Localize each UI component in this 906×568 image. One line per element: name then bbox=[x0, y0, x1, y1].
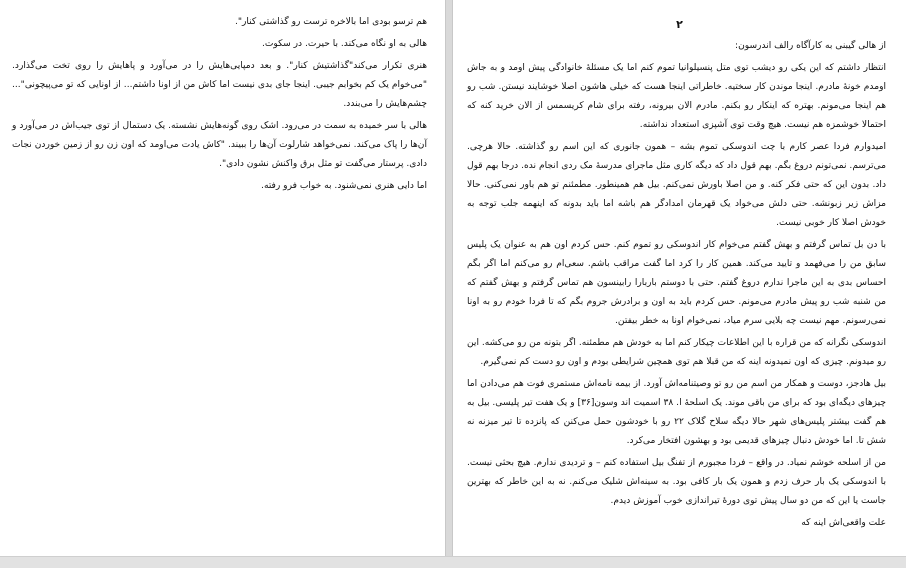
paragraph: از هالی گیبنی به کارآگاه رالف اندرسون: bbox=[735, 41, 886, 51]
right-page-text bbox=[467, 37, 886, 536]
right-page bbox=[452, 0, 906, 556]
paragraph: اندوسکی نگرانه که من قراره با این اطلاعات چیکار کنم اما به خودش هم مطمئنه. اگر بتونه من رو می‌کشه. این رو میدونم. چیزی که اون نمیدونه اینه که من قبلا هم توی همچین شرایطی بودم و اون رو دست کم نمی‌گیرم. bbox=[467, 338, 886, 367]
paragraph: هالی به او نگاه می‌کند. با حیرت. در سکوت. bbox=[261, 39, 427, 49]
left-page-text bbox=[12, 13, 427, 199]
left-page bbox=[0, 0, 446, 556]
paragraph: هم ترسو بودی اما بالاخره ترست رو گذاشتی کنار". bbox=[234, 17, 427, 27]
paragraph: بیل هادجز، دوست و همکار من اسم من رو تو وصیتنامه‌اش آورد. از بیمه نامه‌اش مستمری فوت هم می‌دادن اما چیزهای دیگه‌ای بود که برای من باقی موند. یک اسلحهٔ ا. ۳۸ اسمیت اند وسون[۳۶] و یک هفت تیر پلیسی. بیل به هم گفت بیشتر پلیس‌های شهر حالا دیگه سلاح گلاک ۲۲ رو با خودشون حمل می‌کنن که پانزده تا تیر میزنه نه شش تا. اما خودش دنبال چیزهای قدیمی بود و بهشون افتخار می‌کرد. bbox=[467, 379, 886, 446]
horizontal-scrollbar[interactable] bbox=[0, 556, 906, 568]
page-number: ۲ bbox=[676, 18, 683, 31]
paragraph: با دن بل تماس گرفتم و بهش گفتم می‌خوام کار اندوسکی رو تموم کنم. حس کردم اون هم به عنوان یک پلیس سابق من را می‌فهمد و تایید می‌کند. همین کار را کرد اما گفت مراقب باشم. سعی‌ام رو می‌کنم اما اگر بگم احساس بدی به این ماجرا ندارم دروغ گفتم. حتی با دوستم باربارا رابینسون هم تماس گرفتم و بهش گفتم که من شنبه شب رو پیش مادرم می‌مونم. حس کردم باید به اون و برادرش جروم بگم که تا فردا خودم رو به اونا نمی‌رسونم. مهم نیست چه بلایی سرم میاد، نمی‌خوام اونا به خطر بیفتن. bbox=[467, 240, 886, 326]
paragraph: انتظار داشتم که این یکی رو دیشب توی متل پنسیلوانیا تموم کنم اما یک مسئله‌ٔ خانوادگی پیش اومد و به جاش اومدم خونهٔ مادرم. اینجا موندن کار سختیه. خاطراتی اینجا هست که خیلی هاشون اصلا خوشایند نیستن. شب رو هم اینجا می‌مونم. بهتره که اینکار رو بکنم. مادرم الان بیرونه، رفته برای شام کریسمس از الان خرید کنه که احتمالا خوشمزه هم نیست. هیچ وقت توی آشپزی استعداد نداشته. bbox=[467, 63, 886, 130]
paragraph: من از اسلحه خوشم نمیاد. در واقع – فردا مجبورم از تفنگ بیل استفاده کنم – و تردیدی ندارم. هیچ بحثی نیست. با اندوسکی یک بار حرف زدم و همون یک بار کافی بود. به سینه‌اش شلیک می‌کنم. نه به این خاطر که بهترین جاست یا این که من دو سال پیش توی دورهٔ تیراندازی خوب آموزش دیدم. bbox=[467, 458, 886, 506]
paragraph: علت واقعی‌اش اینه که bbox=[801, 518, 886, 528]
paragraph: اما دایی هنری نمی‌شنود. به خواب فرو رفته. bbox=[261, 181, 427, 191]
paragraph: امیدوارم فردا عصر کارم با چت اندوسکی تموم بشه – همون جانوری که این اسم رو گذاشته. حالا هرچی. می‌ترسم. نمی‌تونم دروغ بگم. بهم قول داد که دیگه کاری مثل ماجرای مدرسهٔ مک ردی انجام نده. درجا بهم قول داد. بدون این که حتی فکر کنه. و من اصلا باورش نمی‌کنم. بیل هم همینطور. مطمئنم تو هم باور نمی‌کنی. حالا مزاش زیر زبونشه. حتی دلش می‌خواد یک قهرمان امدادگر هم باشه اما باید بدونه که اینهمه جلب توجه به خودش اصلا کار خوبی نیست. bbox=[467, 142, 886, 228]
paragraph: هنری تکرار می‌کند"گذاشتیش کنار". و بعد دمپایی‌هایش را در می‌آورد و پاهایش را روی تخت می‌گذارد. "می‌خوام یک کم بخوابم جیبی. اینجا جای بدی نیست اما کاش من از اونا داشتم... از اونایی که تو می‌پیچونی"... چشم‌هایش را می‌بندد. bbox=[12, 61, 427, 109]
paragraph: هالی با سر خمیده به سمت در می‌رود. اشک روی گونه‌هایش نشسته. یک دستمال از توی جیب‌اش در می‌آورد و آن‌ها را پاک می‌کند. نمی‌خواهد شارلوت آن‌ها را ببیند. "کاش یادت می‌اومد که اون زن رو از زمین خوردن نجات دادی. پرستار می‌گفت تو مثل برق واکنش نشون دادی". bbox=[12, 121, 427, 169]
